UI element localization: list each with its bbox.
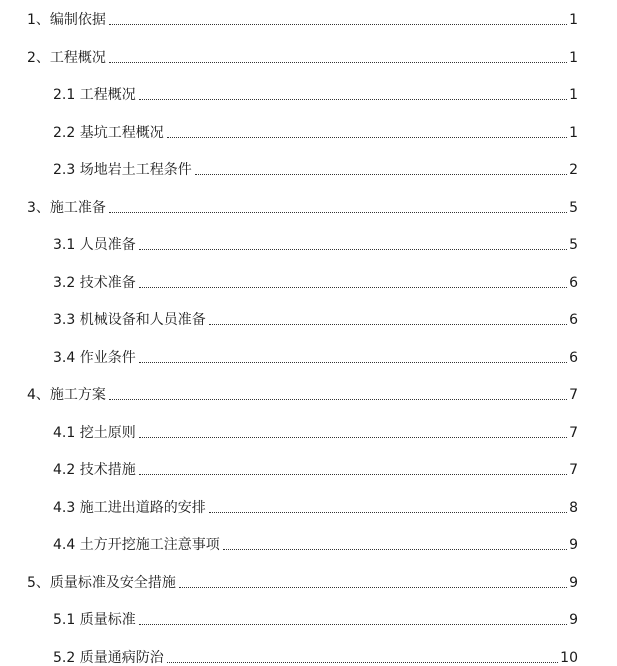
toc-dot-leader xyxy=(139,99,567,100)
toc-entry[interactable] xyxy=(27,44,578,66)
toc-entry-title: 4.1 挖土原则 xyxy=(53,425,136,441)
toc-page-number: 8 xyxy=(569,500,578,516)
toc-page-number: 6 xyxy=(569,275,578,291)
toc-entry[interactable] xyxy=(53,81,578,103)
toc-entry[interactable] xyxy=(27,569,578,591)
toc-entry-title: 4.2 技术措施 xyxy=(53,462,136,478)
toc-entry[interactable] xyxy=(53,344,578,366)
toc-entry-title: 5、质量标准及安全措施 xyxy=(27,575,176,591)
toc-entry[interactable] xyxy=(53,269,578,291)
toc-entry-title: 5.1 质量标准 xyxy=(53,612,136,628)
toc-entry-title: 2.3 场地岩土工程条件 xyxy=(53,162,192,178)
toc-entry[interactable] xyxy=(53,456,578,478)
toc-entry-title: 3.4 作业条件 xyxy=(53,350,136,366)
toc-dot-leader xyxy=(167,137,567,138)
toc-page-number: 2 xyxy=(569,162,578,178)
toc-page-number: 7 xyxy=(569,425,578,441)
toc-entry-title: 2.1 工程概况 xyxy=(53,87,136,103)
toc-entry-title: 3、施工准备 xyxy=(27,200,106,216)
toc-page-number: 7 xyxy=(569,387,578,403)
toc-dot-leader xyxy=(209,324,567,325)
toc-page-number: 9 xyxy=(569,537,578,553)
toc-entry-title: 4、施工方案 xyxy=(27,387,106,403)
toc-page-number: 7 xyxy=(569,462,578,478)
toc-entry-title: 1、编制依据 xyxy=(27,12,106,28)
toc-entry[interactable] xyxy=(53,644,578,666)
toc-entry[interactable] xyxy=(53,419,578,441)
toc-entry-title: 2.2 基坑工程概况 xyxy=(53,125,164,141)
toc-dot-leader xyxy=(195,174,567,175)
toc-page-number: 6 xyxy=(569,350,578,366)
toc-dot-leader xyxy=(109,212,567,213)
toc-entry[interactable] xyxy=(53,231,578,253)
toc-dot-leader xyxy=(109,24,567,25)
toc-entry[interactable] xyxy=(53,306,578,328)
toc-entry[interactable] xyxy=(53,119,578,141)
toc-page-number: 9 xyxy=(569,612,578,628)
toc-page-number: 1 xyxy=(569,50,578,66)
toc-entry[interactable] xyxy=(27,381,578,403)
toc-entry-title: 3.1 人员准备 xyxy=(53,237,136,253)
toc-entry-title: 3.3 机械设备和人员准备 xyxy=(53,312,206,328)
toc-page-number: 10 xyxy=(560,650,578,666)
toc-entry-title: 4.3 施工进出道路的安排 xyxy=(53,500,206,516)
toc-dot-leader xyxy=(209,512,567,513)
toc-page-number: 1 xyxy=(569,12,578,28)
toc-dot-leader xyxy=(139,624,567,625)
toc-dot-leader xyxy=(139,362,567,363)
toc-dot-leader xyxy=(167,662,558,663)
toc-dot-leader xyxy=(139,474,567,475)
toc-dot-leader xyxy=(109,399,567,400)
toc-entry-title: 3.2 技术准备 xyxy=(53,275,136,291)
toc-dot-leader xyxy=(139,437,567,438)
toc-page-number: 5 xyxy=(569,200,578,216)
toc-dot-leader xyxy=(139,249,567,250)
toc-entry-title: 4.4 土方开挖施工注意事项 xyxy=(53,537,220,553)
toc-dot-leader xyxy=(139,287,567,288)
toc-page-number: 6 xyxy=(569,312,578,328)
toc-page-number: 9 xyxy=(569,575,578,591)
toc-dot-leader xyxy=(109,62,567,63)
toc-entry-title: 5.2 质量通病防治 xyxy=(53,650,164,666)
toc-entry[interactable] xyxy=(53,494,578,516)
toc-page-number: 1 xyxy=(569,125,578,141)
toc-entry[interactable] xyxy=(53,156,578,178)
toc-dot-leader xyxy=(223,549,567,550)
toc-entry[interactable] xyxy=(27,6,578,28)
toc-entry[interactable] xyxy=(53,606,578,628)
toc-entry-title: 2、工程概况 xyxy=(27,50,106,66)
toc-page-number: 5 xyxy=(569,237,578,253)
toc-page-number: 1 xyxy=(569,87,578,103)
toc-entry[interactable] xyxy=(53,531,578,553)
toc-dot-leader xyxy=(179,587,567,588)
toc-entry[interactable] xyxy=(27,194,578,216)
